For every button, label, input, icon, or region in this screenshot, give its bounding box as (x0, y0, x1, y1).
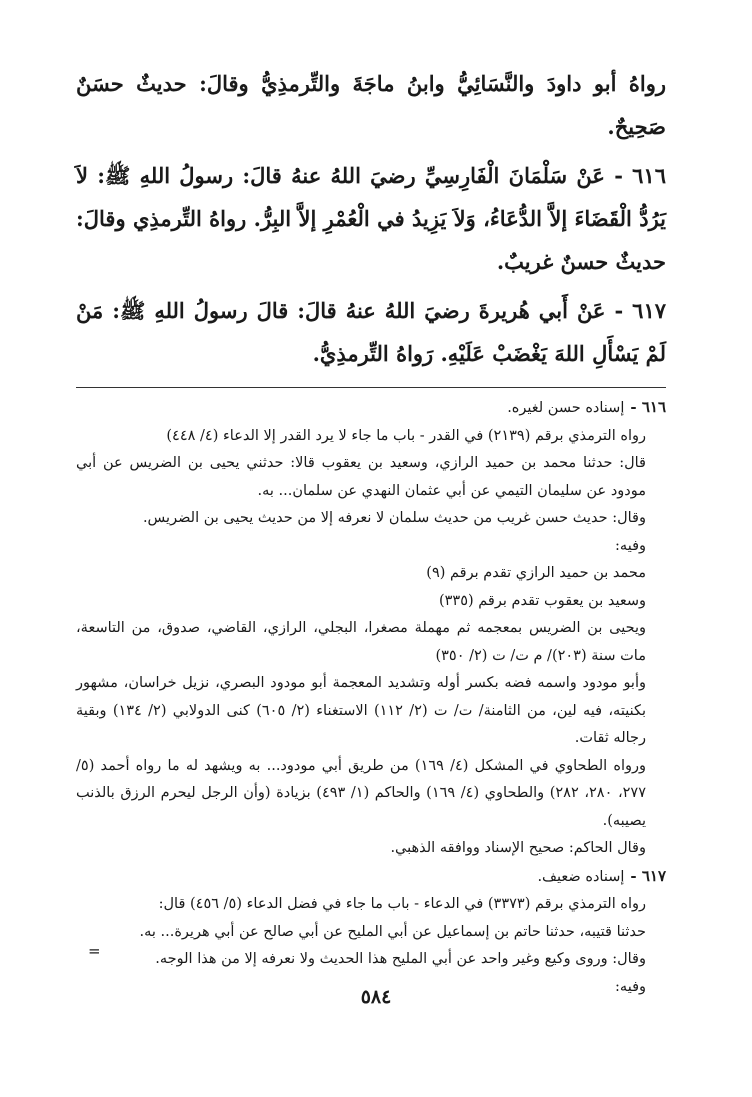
footnote-617-grade: إسناده ضعيف. (537, 868, 625, 885)
footnote-617-body (76, 891, 646, 1001)
footnote-line: وأبو مودود واسمه فضه بكسر أوله وتشديد المعجمة أبو مودود البصري، نزيل خراسان، مشهور بكنيته، فيه لين، من الثامنة/ ت/ ت (٢/ ١١٢) الاستغناء (٢/ ٦٠٥) كنى الدولابي (٢/ ١٣٤) وبقية رجاله ثقات. (76, 675, 646, 746)
hadith-616-number: ٦١٦ - (614, 163, 666, 188)
page-content (76, 62, 666, 1001)
page-number: ٥٨٤ (360, 986, 392, 1008)
footnote-line: وفيه: (615, 978, 646, 995)
footnote-line: حدثنا قتيبه، حدثنا حاتم بن إسماعيل عن أبي المليح عن أبي صالح عن أبي هريرة... به. (139, 923, 646, 940)
footnote-line: رواه الترمذي برقم (٢١٣٩) في القدر - باب ما جاء لا يرد القدر إلا الدعاء (٤/ ٤٤٨) (166, 427, 646, 444)
footnote-line: وفيه: (615, 537, 646, 554)
footnote-616-body (76, 423, 646, 863)
hadith-617 (76, 289, 666, 375)
footnotes (76, 394, 666, 1001)
footnote-617 (76, 863, 666, 1002)
footnote-616-head (76, 394, 666, 423)
main-text (76, 62, 666, 375)
footnote-616 (76, 394, 666, 863)
hadith-616-text: عَنْ سَلْمَانَ الْفَارِسِيِّ رضيَ اللهُ عنهُ قالَ: رسولُ اللهِ ﷺ: لاَ يَرُدُّ الْقَضَاءَ إلاَّ الدُّعَاءُ، وَلاَ يَزِيدُ في الْعُمْرِ إلاَّ البِرُّ. رواهُ التِّرمذِي وقالَ: حديثٌ حسنٌ غريبٌ. (76, 163, 666, 274)
footnote-line: رواه الترمذي برقم (٣٣٧٣) في الدعاء - باب ما جاء في فضل الدعاء (٥/ ٤٥٦) قال: (158, 896, 646, 912)
footnote-line: ويحيى بن الضريس بمعجمه ثم مهملة مصغرا، البجلي، الرازي، القاضي، صدوق، من التاسعة، مات سنة (٢٠٣)/ م ت/ ت (٢/ ٣٥٠) (76, 620, 646, 664)
footnote-617-head (76, 863, 666, 892)
intro-line: رواهُ أبو داودَ والنَّسَائِيُّ وابنُ ماجَةَ والتِّرمذِيُّ وقالَ: حديثٌ حسَنٌ صَحِيحٌ. (76, 71, 666, 139)
hadith-617-number: ٦١٧ - (614, 298, 667, 323)
footnote-line: وقال: حديث حسن غريب من حديث سلمان لا نعرفه إلا من حديث يحيى بن الضريس. (142, 510, 646, 526)
continuation-mark: = (88, 942, 101, 960)
footnote-line: قال: حدثنا محمد بن حميد الرازي، وسعيد بن يعقوب قالا: حدثني يحيى بن الضريس عن أبي مودود عن سليمان التيمي عن أبي عثمان النهدي عن سلمان... به. (76, 455, 646, 499)
footnote-line: وقال: وروى وكيع وغير واحد عن أبي المليح هذا الحديث ولا نعرفه إلا من هذا الوجه. (155, 951, 646, 967)
hadith-616 (76, 154, 666, 283)
footnote-617-number: ٦١٧ - (630, 866, 666, 885)
footnote-616-grade: إسناده حسن لغيره. (507, 400, 625, 416)
footnote-616-number: ٦١٦ - (630, 398, 666, 416)
footnote-line: وقال الحاكم: صحيح الإسناد ووافقه الذهبي. (390, 840, 646, 856)
hadith-617-text: عَنْ أَبي هُريرةَ رضيَ اللهُ عنهُ قالَ: قالَ رسولُ اللهِ ﷺ: مَنْ لَمْ يَسْأَلِ اللهَ يَغْضَبْ عَلَيْهِ. رَواهُ التِّرمذِيُّ. (76, 298, 666, 366)
footnote-line: محمد بن حميد الرازي تقدم برقم (٩) (426, 565, 646, 581)
footnote-line: وسعيد بن يعقوب تقدم برقم (٣٣٥) (438, 592, 646, 609)
footnote-line: ورواه الطحاوي في المشكل (٤/ ١٦٩) من طريق أبي مودود... به ويشهد له ما رواه أحمد (٥/ ٢٧٧، ٢٨٠، ٢٨٢) والطحاوي (٤/ ١٦٩) والحاكم (١/ ٤٩٣) بزيادة (وأن الرجل ليحرم الرزق بالذنب يصيبه). (76, 757, 647, 829)
footnote-divider (76, 387, 666, 388)
